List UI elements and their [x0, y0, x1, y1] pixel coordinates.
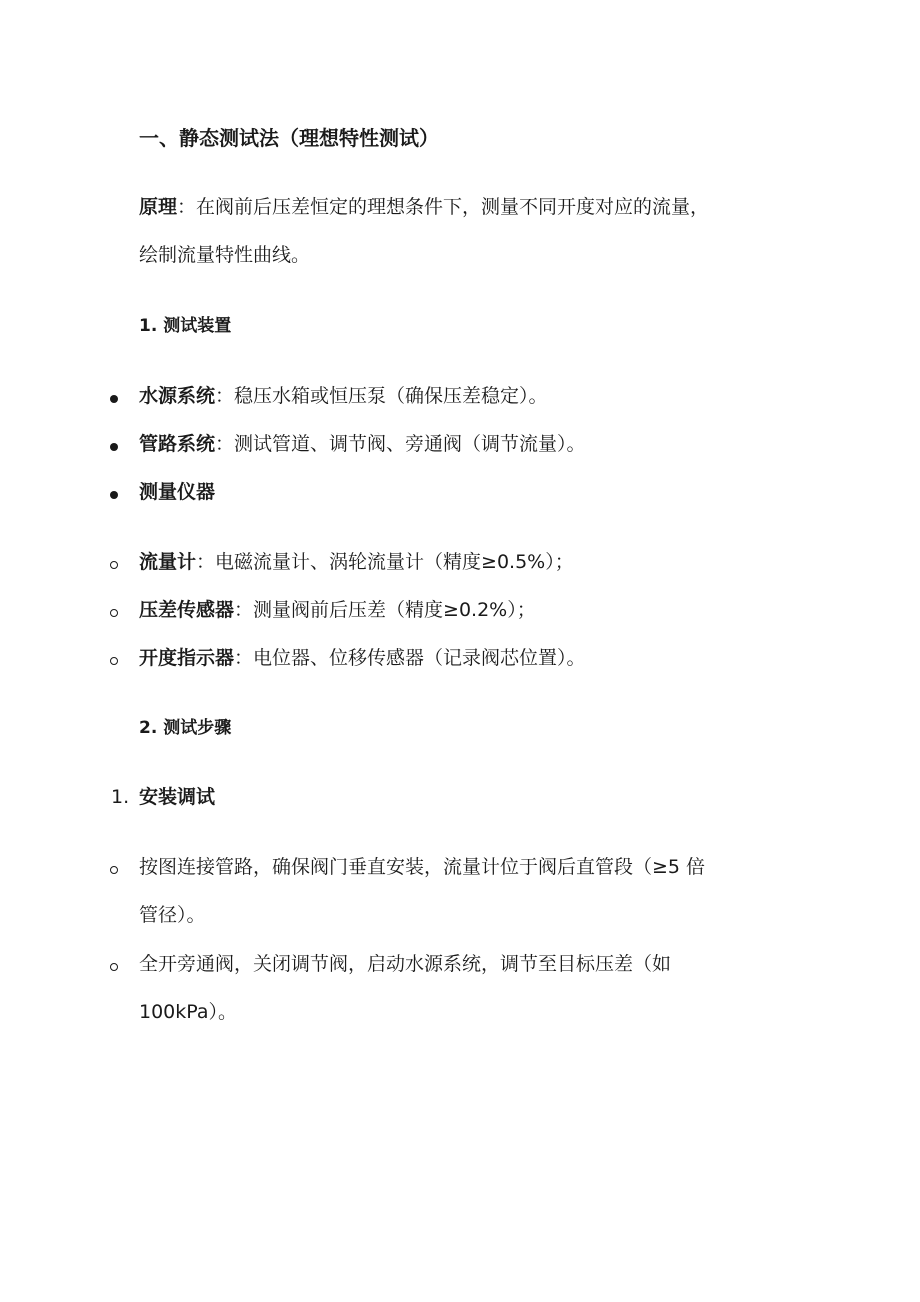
item-label: 管路系统 [139, 433, 216, 455]
item-sep: ： [196, 551, 216, 573]
circle-bullet-icon [110, 963, 118, 971]
sub-list-item [139, 646, 586, 670]
bullet-icon [110, 491, 118, 499]
section1-title: 1. 测试装置 [139, 316, 232, 336]
circle-bullet-icon [110, 561, 118, 569]
circle-bullet-icon [110, 609, 118, 617]
bullet-icon [110, 443, 118, 451]
principle-label: 原理 [139, 196, 178, 218]
sub-list-item [139, 598, 536, 622]
principle-sep: ： [177, 196, 197, 218]
circle-bullet-icon [110, 866, 118, 874]
principle-line-1 [139, 195, 709, 219]
list-item [139, 384, 548, 408]
item-label: 水源系统 [139, 385, 216, 407]
item-sep: ： [215, 385, 235, 407]
item-text: 电磁流量计、涡轮流量计（精度≥0.5%）； [215, 551, 574, 573]
step-item [139, 785, 215, 809]
circle-bullet-icon [110, 657, 118, 665]
item-sep: ： [234, 599, 254, 621]
item-text: 电位器、位移传感器（记录阀芯位置）。 [253, 647, 586, 669]
section-heading: 一、静态测试法（理想特性测试） [139, 126, 439, 150]
sub-list-item-line-1: 全开旁通阀，关闭调节阀，启动水源系统，调节至目标压差（如 [139, 953, 672, 975]
list-item [139, 432, 586, 456]
list-item [139, 480, 215, 504]
sub-list-item-line-1: 按图连接管路，确保阀门垂直安装，流量计位于阀后直管段（≥5 倍 [139, 856, 706, 878]
principle-line-2: 绘制流量特性曲线。 [139, 244, 311, 266]
item-text: 测量阀前后压差（精度≥0.2%）； [253, 599, 536, 621]
sub-list-item [139, 550, 574, 574]
sub-list-item-line-2: 管径）。 [139, 904, 206, 926]
bullet-icon [110, 395, 118, 403]
step-number: 1. [111, 786, 130, 808]
item-sep: ： [234, 647, 254, 669]
sub-list-item-line-2: 100kPa）。 [139, 1001, 238, 1023]
item-text: 测试管道、调节阀、旁通阀（调节流量）。 [234, 433, 586, 455]
item-label: 开度指示器 [139, 647, 235, 669]
item-text: 稳压水箱或恒压泵（确保压差稳定）。 [234, 385, 548, 407]
principle-text-1: 在阀前后压差恒定的理想条件下，测量不同开度对应的流量， [196, 196, 710, 218]
step-label: 安装调试 [139, 786, 216, 808]
item-label: 压差传感器 [139, 599, 235, 621]
section2-title: 2. 测试步骤 [139, 718, 232, 738]
item-label: 流量计 [139, 551, 197, 573]
item-label: 测量仪器 [139, 481, 216, 503]
item-sep: ： [215, 433, 235, 455]
